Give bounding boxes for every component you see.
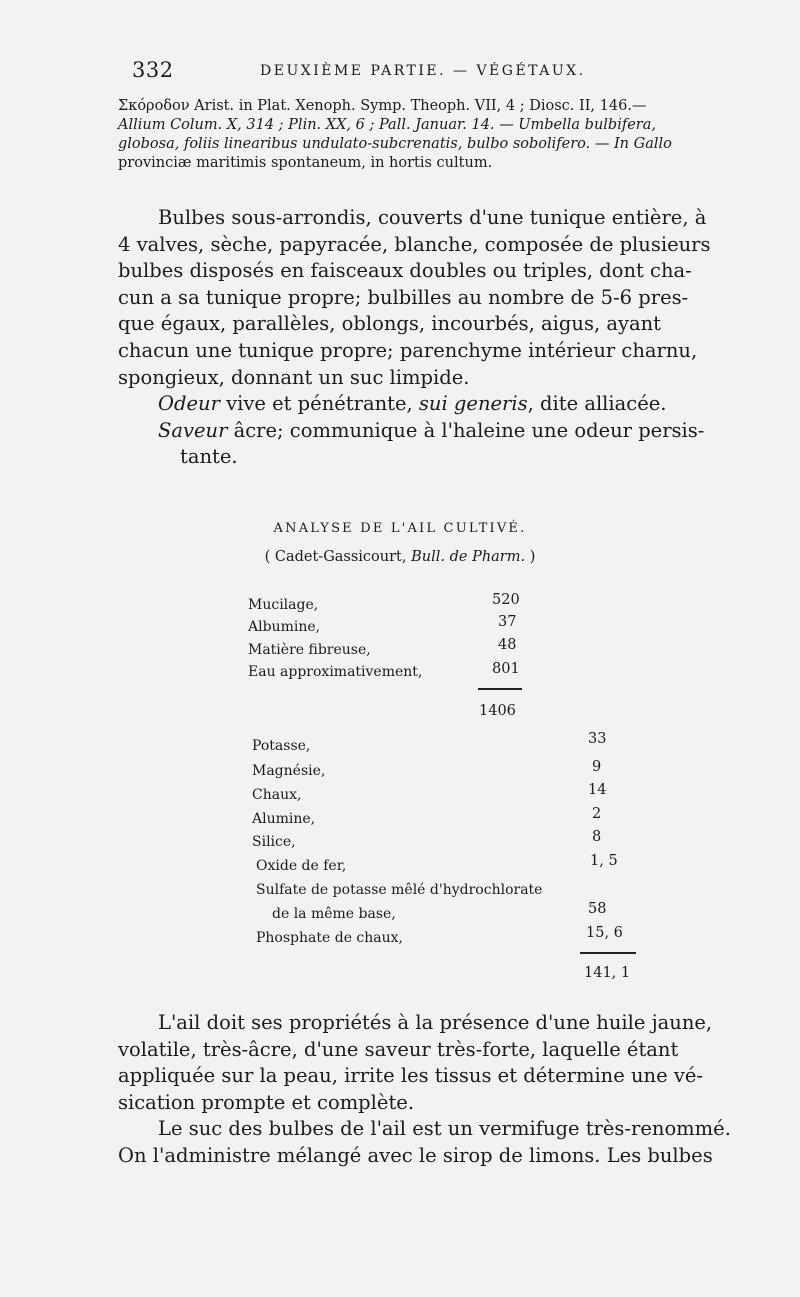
text-line: bulbes disposés en faisceaux doubles ou triples, dont cha- bbox=[118, 259, 692, 283]
table-row-label: Phosphate de chaux, bbox=[256, 930, 403, 946]
odeur-label: Odeur bbox=[158, 392, 220, 416]
page-number: 332 bbox=[132, 58, 174, 82]
table-row-label: de la même base, bbox=[272, 906, 396, 922]
table-row-label: Eau approximativement, bbox=[248, 664, 423, 680]
text-line: On l'administre mélangé avec le sirop de limons. Les bulbes bbox=[118, 1143, 713, 1167]
running-head: DEUXIÈME PARTIE. — VÉGÉTAUX. bbox=[260, 63, 586, 79]
saveur-line: Saveur âcre; communique à l'haleine une odeur persis- bbox=[158, 418, 705, 442]
table-row-label: Potasse, bbox=[252, 738, 311, 754]
text-line: Bulbes sous-arrondis, couverts d'une tunique entière, à bbox=[158, 206, 707, 229]
paragraph-description bbox=[118, 205, 758, 471]
footnote-line: globosa, foliis linearibus undulato-subcrenatis, bulbo sobolifero. — In Gallo bbox=[118, 136, 672, 152]
text-line: que égaux, parallèles, oblongs, incourbés, aigus, ayant bbox=[118, 312, 662, 336]
paragraph-properties bbox=[118, 1010, 758, 1170]
table-total: 1406 bbox=[479, 703, 516, 719]
text-line: chacun une tunique propre; parenchyme intérieur charnu, bbox=[118, 338, 698, 362]
analysis-source: ( Cadet-Gassicourt, Bull. de Pharm. ) bbox=[264, 549, 536, 565]
table-row-label: Chaux, bbox=[252, 787, 302, 803]
footnote-line: Σκόροδον Arist. in Plat. Xenoph. Symp. Theoph. VII, 4 ; Diosc. II, 146.— bbox=[118, 98, 647, 114]
table-row-value: 8 bbox=[592, 829, 602, 845]
table-row-label: Albumine, bbox=[248, 619, 321, 635]
table-row-value: 801 bbox=[492, 661, 520, 677]
text-line: 4 valves, sèche, papyracée, blanche, composée de plusieurs bbox=[118, 232, 711, 256]
table-row-value: 58 bbox=[588, 901, 607, 917]
table-rule bbox=[478, 688, 522, 690]
text-line: spongieux, donnant un suc limpide. bbox=[118, 365, 470, 389]
table-row-label: Mucilage, bbox=[248, 597, 319, 613]
table-row-label: Silice, bbox=[252, 834, 296, 850]
analysis-title: ANALYSE DE L'AIL CULTIVÉ. bbox=[273, 521, 527, 536]
text-line: appliquée sur la peau, irrite les tissus et détermine une vé- bbox=[118, 1064, 703, 1088]
table-row-value: 15, 6 bbox=[586, 925, 623, 941]
text-line: L'ail doit ses propriétés à la présence d'une huile jaune, bbox=[158, 1011, 713, 1034]
table-row-value: 520 bbox=[492, 592, 520, 608]
text-line: Le suc des bulbes de l'ail est un vermifuge très-renommé. bbox=[158, 1117, 731, 1141]
table-row-label: Oxide de fer, bbox=[256, 858, 347, 874]
table-row-label: Alumine, bbox=[252, 811, 316, 827]
table-row-value: 33 bbox=[588, 731, 607, 747]
text-line: sication prompte et complète. bbox=[118, 1090, 415, 1114]
text-line: cun a sa tunique propre; bulbilles au nombre de 5-6 pres- bbox=[118, 285, 689, 309]
page-header bbox=[132, 58, 718, 88]
footnote-line: provinciæ maritimis spontaneum, in hortis cultum. bbox=[118, 155, 493, 171]
text-line: volatile, très-âcre, d'une saveur très-forte, laquelle étant bbox=[118, 1037, 679, 1061]
table-row-value: 2 bbox=[592, 806, 602, 822]
text-line: tante. bbox=[180, 445, 238, 469]
table-row-value: 9 bbox=[592, 759, 602, 775]
table-row-label: Sulfate de potasse mêlé d'hydrochlorate bbox=[256, 882, 543, 898]
table-row-value: 14 bbox=[588, 782, 607, 798]
footnote-line: Allium Colum. X, 314 ; Plin. XX, 6 ; Pall. Januar. 14. — Umbella bulbifera, bbox=[118, 117, 656, 133]
table-row-value: 37 bbox=[498, 614, 517, 630]
table-row-label: Matière fibreuse, bbox=[248, 642, 371, 658]
table-total: 141, 1 bbox=[584, 965, 631, 981]
table-row-value: 1, 5 bbox=[590, 853, 618, 869]
table-rule bbox=[580, 952, 636, 954]
table-row-value: 48 bbox=[498, 637, 517, 653]
table-row-label: Magnésie, bbox=[252, 763, 326, 779]
saveur-label: Saveur bbox=[158, 418, 228, 442]
odeur-line: Odeur vive et pénétrante, sui generis, dite alliacée. bbox=[158, 392, 667, 416]
footnote bbox=[118, 97, 758, 173]
